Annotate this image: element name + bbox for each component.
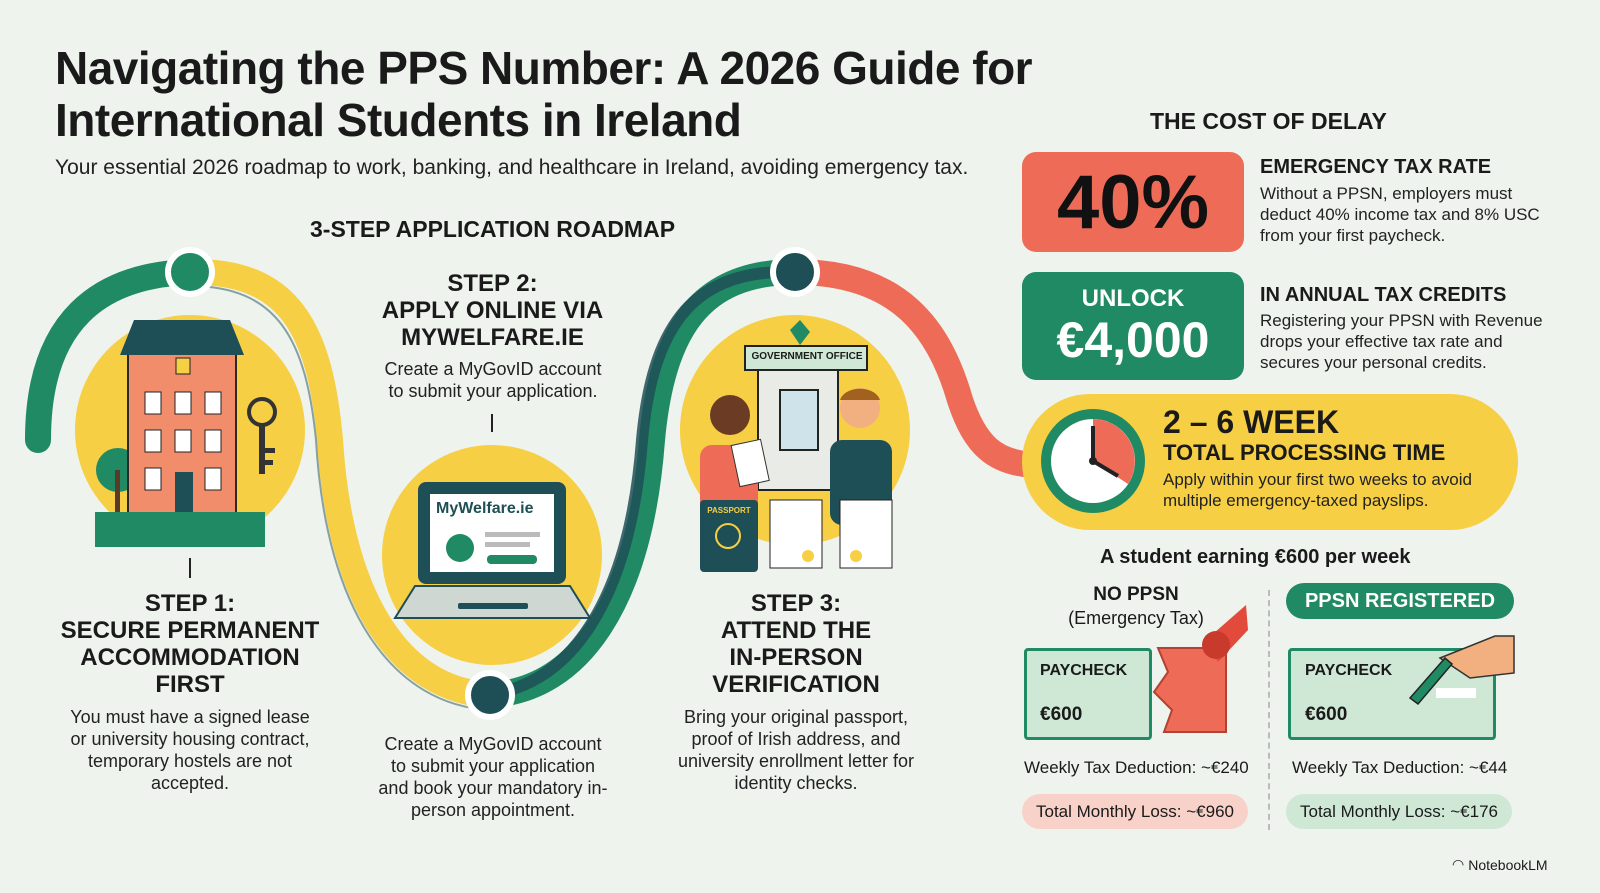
step3-title-line: VERIFICATION [712,671,880,698]
comparison-heading: A student earning €600 per week [1100,546,1411,568]
node-step2 [468,673,512,717]
step2-title [350,270,635,351]
node-step3 [773,250,817,294]
step1-title [40,590,340,698]
roadmap-heading: 3-STEP APPLICATION ROADMAP [310,216,676,242]
paycheck-left-amount: €600 [1040,704,1083,725]
passport-label: PASSPORT [707,506,751,515]
emergency-tax-label: EMERGENCY TAX RATE [1260,156,1492,178]
house-icon [75,315,305,547]
step1-title-line: ACCOMMODATION [80,644,300,671]
page-subtitle: Your essential 2026 roadmap to work, banking, and healthcare in Ireland, avoiding emergency tax. [55,156,969,179]
comparison-divider [1268,590,1270,830]
ppsn-weekly: Weekly Tax Deduction: ~€44 [1292,758,1508,777]
no-ppsn-title: NO PPSN [1093,584,1179,605]
brand-name: NotebookLM [1468,856,1548,873]
clock-icon [1036,404,1150,518]
cost-heading: THE COST OF DELAY [1150,108,1387,134]
step1-title-line: STEP 1: [144,590,236,617]
step3-title-line: IN-PERSON [729,644,863,671]
tax-credits-amount: €4,000 [1056,312,1210,368]
no-ppsn-subtitle: (Emergency Tax) [1068,608,1204,628]
laptop-icon [382,445,602,665]
paycheck-left-label: PAYCHECK [1040,662,1128,679]
step1-title-line: SECURE PERMANENT [60,617,320,644]
ppsn-monthly: Total Monthly Loss: ~€176 [1286,794,1512,829]
processing-time-label: TOTAL PROCESSING TIME [1163,440,1446,465]
step3-title [650,590,942,698]
processing-time-text: Apply within your first two weeks to avoid multiple emergency-taxed payslips. [1163,470,1472,510]
pen-signing-icon [1400,628,1516,708]
step1-title-line: FIRST [155,671,225,698]
emergency-tax-stat: 40% [1022,152,1244,252]
tax-credits-stat [1022,272,1244,380]
node-step1 [168,250,212,294]
torn-paycheck-icon [1146,600,1251,740]
government-office-sign: GOVERNMENT OFFICE [751,351,863,362]
step2-title-line: STEP 2: [447,270,538,297]
step2-title-line: MYWELFARE.IE [401,324,584,351]
no-ppsn-weekly: Weekly Tax Deduction: ~€240 [1024,758,1249,777]
tax-credits-text: Registering your PPSN with Revenue drops your effective tax rate and secures your personal credits. [1260,311,1543,372]
ppsn-registered-badge: PPSN REGISTERED [1286,583,1514,619]
step3-title-line: STEP 3: [750,590,842,617]
step3-title-line: ATTEND THE [720,617,872,644]
no-ppsn-monthly: Total Monthly Loss: ~€960 [1022,794,1248,829]
paycheck-right-label: PAYCHECK [1305,662,1393,679]
page-title: Navigating the PPS Number: A 2026 Guide for International Students in Ireland [55,42,1033,146]
step1-description: You must have a signed lease or university housing contract, temporary hostels are not accepted. [70,707,310,793]
brand-footer [1452,856,1548,873]
step2-description: Create a MyGovID account to submit your application and book your mandatory in-person appointment. [378,734,608,820]
step3-description: Bring your original passport, proof of Irish address, and university enrollment letter for identity checks. [677,707,915,793]
notebooklm-icon: ◠ [1452,856,1465,872]
tax-credits-label: IN ANNUAL TAX CREDITS [1260,284,1507,306]
step2-title-line: APPLY ONLINE VIA [381,297,604,324]
tax-credits-unlock: UNLOCK [1081,285,1185,312]
step2-top-description: Create a MyGovID account to submit your application. [384,359,602,401]
processing-time-stat: 2 – 6 WEEK [1163,404,1340,440]
paycheck-right-amount: €600 [1305,704,1348,725]
emergency-tax-text: Without a PPSN, employers must deduct 40% income tax and 8% USC from your first paycheck. [1260,184,1540,245]
mywelfare-screen-label: MyWelfare.ie [436,500,534,517]
